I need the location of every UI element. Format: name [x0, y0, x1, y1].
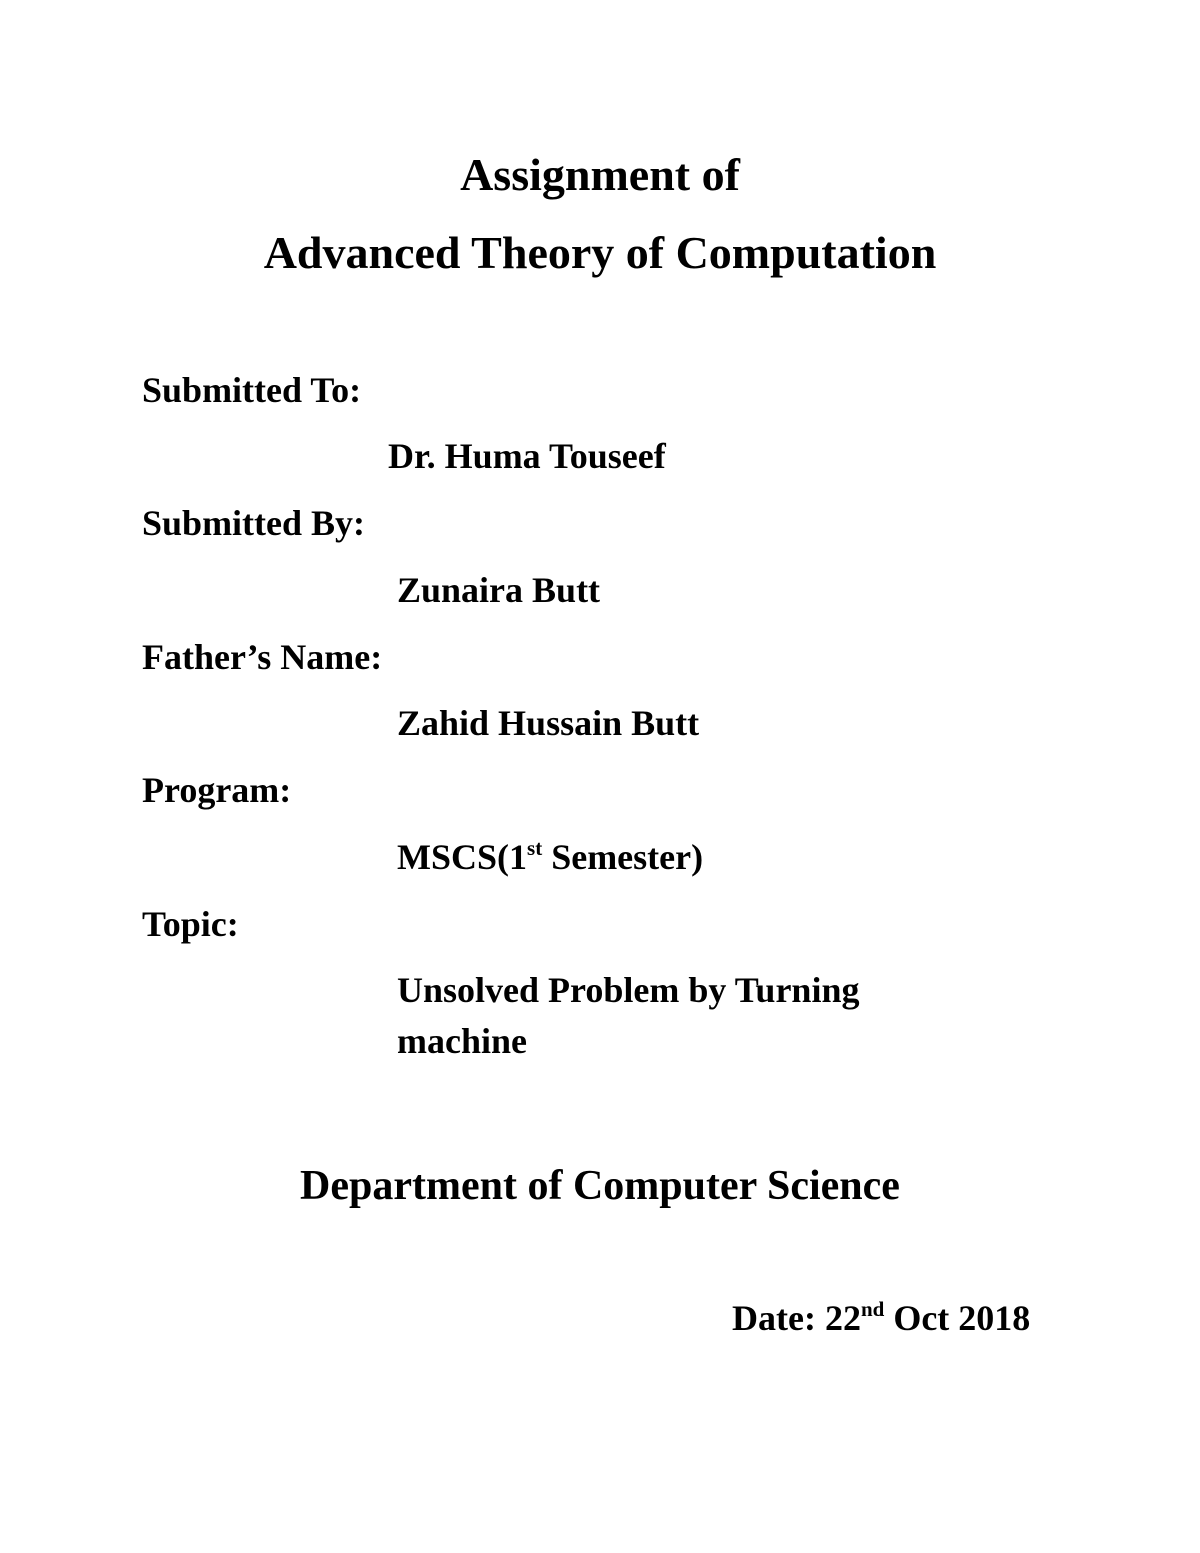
date-line — [732, 1297, 1031, 1338]
date-suffix: Oct 2018 — [884, 1298, 1031, 1338]
program-value-prefix: MSCS(1 — [397, 837, 528, 877]
program-value-suffix: Semester) — [542, 837, 704, 877]
submitted-by-value: Zunaira Butt — [397, 570, 601, 610]
program-value-superscript: st — [527, 836, 543, 860]
date-prefix: Date: 22 — [732, 1298, 861, 1338]
submitted-to-label: Submitted To: — [142, 370, 362, 410]
topic-value-line-2: machine — [397, 1021, 527, 1061]
fathers-name-label: Father’s Name: — [142, 637, 383, 677]
program-label: Program: — [142, 770, 292, 810]
date-superscript: nd — [860, 1297, 885, 1321]
topic-label: Topic: — [142, 904, 239, 944]
title-line-1: Assignment of — [460, 149, 740, 200]
submitted-to-value: Dr. Huma Touseef — [388, 436, 666, 476]
submitted-by-label: Submitted By: — [142, 503, 366, 543]
fathers-name-value: Zahid Hussain Butt — [397, 703, 700, 743]
title-line-2: Advanced Theory of Computation — [263, 227, 937, 278]
program-value — [397, 836, 704, 877]
topic-value-line-1: Unsolved Problem by Turning — [397, 970, 860, 1010]
department-heading: Department of Computer Science — [300, 1163, 900, 1209]
